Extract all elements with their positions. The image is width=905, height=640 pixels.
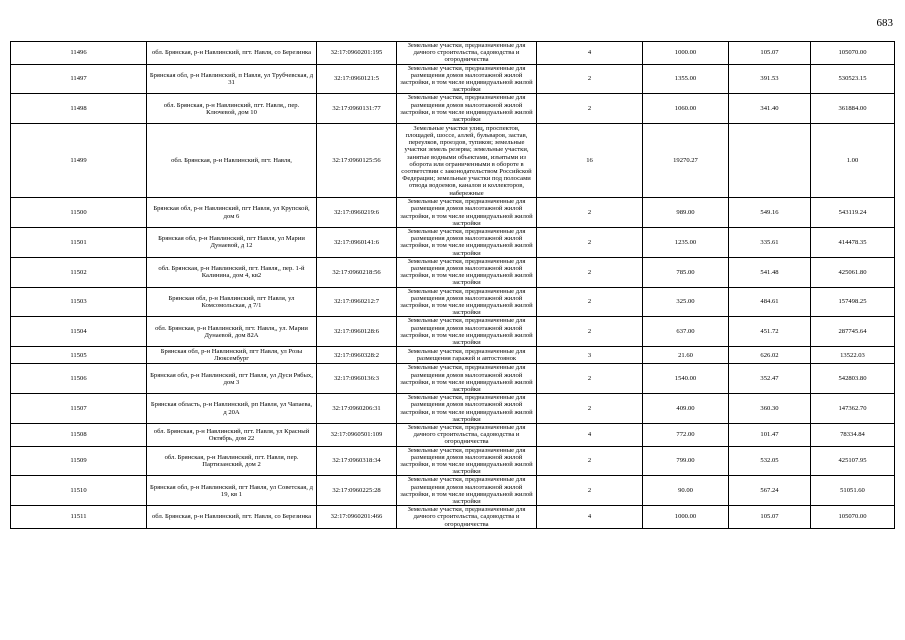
cadastral-value-cell: 530523.15 <box>811 64 895 94</box>
area-cell: 1235.00 <box>643 228 729 258</box>
area-cell: 1540.00 <box>643 364 729 394</box>
area-cell: 21.60 <box>643 347 729 364</box>
land-use-cell: Земельные участки, предназначенные для размещения домов малоэтажной жилой застройки, в том числе индивидуальной жилой застройки <box>397 198 537 228</box>
table-row <box>11 94 895 124</box>
group-cell: 16 <box>537 124 643 198</box>
cadastral-number-cell: 32:17:0960121:5 <box>317 64 397 94</box>
specific-value-cell: 484.61 <box>729 287 811 317</box>
table-body <box>11 42 895 529</box>
row-number-cell: 11508 <box>11 423 147 446</box>
row-number-cell: 11500 <box>11 198 147 228</box>
land-use-cell: Земельные участки улиц, проспектов, площадей, шоссе, аллей, бульваров, застав, переулков, проездов, тупиков; земельные участки земель резерва; земельные участки, занятые водными объектами, изъятыми из оборота или ограниченными в обороте в соответствии с законодательством Российской Федерации; земельные участки под полосами отвода водоемов, каналов и коллекторов, набережные <box>397 124 537 198</box>
area-cell: 785.00 <box>643 257 729 287</box>
specific-value-cell: 541.48 <box>729 257 811 287</box>
group-cell: 2 <box>537 446 643 476</box>
area-cell: 19270.27 <box>643 124 729 198</box>
cadastral-number-cell: 32:17:0960201:466 <box>317 506 397 529</box>
specific-value-cell <box>729 124 811 198</box>
address-cell: Брянская обл, р-н Навлинский, пгт Навля, ул Розы Люксембург <box>147 347 317 364</box>
address-cell: обл. Брянская, р-н Навлинский, пгт. Навля,, пер. 1-й Калинина, дом 4, кв2 <box>147 257 317 287</box>
row-number-cell: 11505 <box>11 347 147 364</box>
land-use-cell: Земельные участки, предназначенные для дачного строительства, садоводства и огородничества <box>397 506 537 529</box>
specific-value-cell: 335.61 <box>729 228 811 258</box>
group-cell: 2 <box>537 94 643 124</box>
group-cell: 2 <box>537 364 643 394</box>
cadastral-value-cell: 361884.00 <box>811 94 895 124</box>
group-cell: 2 <box>537 257 643 287</box>
row-number-cell: 11501 <box>11 228 147 258</box>
area-cell: 1355.00 <box>643 64 729 94</box>
address-cell: Брянская обл, р-н Навлинский, пгт Навля, ул Комсомольская, д 7/1 <box>147 287 317 317</box>
cadastral-value-cell: 414478.35 <box>811 228 895 258</box>
cadastral-number-cell: 32:17:0960136:3 <box>317 364 397 394</box>
cadastral-number-cell: 32:17:0960201:195 <box>317 42 397 65</box>
specific-value-cell: 105.07 <box>729 42 811 65</box>
address-cell: обл. Брянская, р-н Навлинский, пгт. Навля,, пер. Ключевой, дом 10 <box>147 94 317 124</box>
table-row <box>11 364 895 394</box>
address-cell: Брянская обл, р-н Навлинский, пгт Навля, ул Марии Дунаевой, д 12 <box>147 228 317 258</box>
cadastral-value-table <box>10 41 895 529</box>
specific-value-cell: 532.05 <box>729 446 811 476</box>
row-number-cell: 11511 <box>11 506 147 529</box>
row-number-cell: 11497 <box>11 64 147 94</box>
cadastral-number-cell: 32:17:0960131:77 <box>317 94 397 124</box>
area-cell: 772.00 <box>643 423 729 446</box>
address-cell: обл. Брянская, р-н Навлинский, пгт. Навля, со Березинка <box>147 506 317 529</box>
cadastral-number-cell: 32:17:0960328:2 <box>317 347 397 364</box>
row-number-cell: 11502 <box>11 257 147 287</box>
group-cell: 4 <box>537 506 643 529</box>
cadastral-value-cell: 425061.80 <box>811 257 895 287</box>
cadastral-number-cell: 32:17:0960218:56 <box>317 257 397 287</box>
cadastral-value-cell: 543119.24 <box>811 198 895 228</box>
land-use-cell: Земельные участки, предназначенные для размещения домов малоэтажной жилой застройки, в том числе индивидуальной жилой застройки <box>397 476 537 506</box>
group-cell: 2 <box>537 394 643 424</box>
cadastral-value-cell: 51051.60 <box>811 476 895 506</box>
group-cell: 2 <box>537 228 643 258</box>
cadastral-number-cell: 32:17:0960125:56 <box>317 124 397 198</box>
area-cell: 1000.00 <box>643 42 729 65</box>
table-row <box>11 198 895 228</box>
row-number-cell: 11498 <box>11 94 147 124</box>
page-number: 683 <box>876 17 893 29</box>
address-cell: обл. Брянская, р-н Навлинский, пгт. Навля,, ул. Марии Дунаевой, дом 82А <box>147 317 317 347</box>
land-use-cell: Земельные участки, предназначенные для размещения домов малоэтажной жилой застройки, в том числе индивидуальной жилой застройки <box>397 394 537 424</box>
area-cell: 409.00 <box>643 394 729 424</box>
land-use-cell: Земельные участки, предназначенные для размещения домов малоэтажной жилой застройки, в том числе индивидуальной жилой застройки <box>397 257 537 287</box>
specific-value-cell: 451.72 <box>729 317 811 347</box>
cadastral-number-cell: 32:17:0960212:7 <box>317 287 397 317</box>
group-cell: 4 <box>537 423 643 446</box>
table-row <box>11 394 895 424</box>
address-cell: Брянская обл, р-н Навлинский, пгт Навля, ул Крупской, дом 6 <box>147 198 317 228</box>
land-use-cell: Земельные участки, предназначенные для размещения домов малоэтажной жилой застройки, в том числе индивидуальной жилой застройки <box>397 364 537 394</box>
group-cell: 2 <box>537 198 643 228</box>
address-cell: Брянская обл, р-н Навлинский, п Навля, ул Трубчевская, д 31 <box>147 64 317 94</box>
table-row <box>11 423 895 446</box>
specific-value-cell: 391.53 <box>729 64 811 94</box>
land-use-cell: Земельные участки, предназначенные для размещения домов малоэтажной жилой застройки, в том числе индивидуальной жилой застройки <box>397 317 537 347</box>
specific-value-cell: 352.47 <box>729 364 811 394</box>
cadastral-value-cell: 287745.64 <box>811 317 895 347</box>
cadastral-value-cell: 1.00 <box>811 124 895 198</box>
specific-value-cell: 341.40 <box>729 94 811 124</box>
cadastral-value-cell: 425107.95 <box>811 446 895 476</box>
land-use-cell: Земельные участки, предназначенные для размещения домов малоэтажной жилой застройки, в том числе индивидуальной жилой застройки <box>397 94 537 124</box>
cadastral-value-cell: 105070.00 <box>811 506 895 529</box>
land-use-cell: Земельные участки, предназначенные для размещения домов малоэтажной жилой застройки, в том числе индивидуальной жилой застройки <box>397 287 537 317</box>
row-number-cell: 11504 <box>11 317 147 347</box>
address-cell: обл. Брянская, р-н Навлинский, пгт. Навля, <box>147 124 317 198</box>
specific-value-cell: 360.30 <box>729 394 811 424</box>
area-cell: 799.00 <box>643 446 729 476</box>
table-row <box>11 347 895 364</box>
row-number-cell: 11499 <box>11 124 147 198</box>
address-cell: обл. Брянская, р-н Навлинский, пгт. Навля, со Березинка <box>147 42 317 65</box>
cadastral-number-cell: 32:17:0960501:109 <box>317 423 397 446</box>
table-row <box>11 446 895 476</box>
row-number-cell: 11510 <box>11 476 147 506</box>
address-cell: Брянская обл, р-н Навлинский, пгт Навля, ул Советская, д 19, кв 1 <box>147 476 317 506</box>
land-use-cell: Земельные участки, предназначенные для размещения домов малоэтажной жилой застройки, в том числе индивидуальной жилой застройки <box>397 446 537 476</box>
land-use-cell: Земельные участки, предназначенные для размещения домов малоэтажной жилой застройки, в том числе индивидуальной жилой застройки <box>397 64 537 94</box>
group-cell: 3 <box>537 347 643 364</box>
group-cell: 2 <box>537 287 643 317</box>
table-row <box>11 257 895 287</box>
area-cell: 1060.00 <box>643 94 729 124</box>
area-cell: 90.00 <box>643 476 729 506</box>
cadastral-number-cell: 32:17:0960219:6 <box>317 198 397 228</box>
cadastral-value-cell: 147362.70 <box>811 394 895 424</box>
table-row <box>11 476 895 506</box>
specific-value-cell: 105.07 <box>729 506 811 529</box>
table-row <box>11 287 895 317</box>
address-cell: Брянская обл, р-н Навлинский, пгт Навля, ул Дуси Рябых, дом 3 <box>147 364 317 394</box>
row-number-cell: 11507 <box>11 394 147 424</box>
address-cell: обл. Брянская, р-н Навлинский, пгт. Навля, пер. Партизанский, дом 2 <box>147 446 317 476</box>
table-row <box>11 42 895 65</box>
group-cell: 2 <box>537 64 643 94</box>
cadastral-number-cell: 32:17:0960225:28 <box>317 476 397 506</box>
specific-value-cell: 626.02 <box>729 347 811 364</box>
land-use-cell: Земельные участки, предназначенные для размещения гаражей и автостоянок <box>397 347 537 364</box>
cadastral-value-cell: 105070.00 <box>811 42 895 65</box>
specific-value-cell: 567.24 <box>729 476 811 506</box>
group-cell: 2 <box>537 476 643 506</box>
specific-value-cell: 549.16 <box>729 198 811 228</box>
area-cell: 325.00 <box>643 287 729 317</box>
address-cell: обл. Брянская, р-н Навлинский, пгт. Навля, ул Красный Октябрь, дом 22 <box>147 423 317 446</box>
row-number-cell: 11496 <box>11 42 147 65</box>
address-cell: Брянская область, р-н Навлинский, рп Навля, ул Чапаева, д 20А <box>147 394 317 424</box>
row-number-cell: 11509 <box>11 446 147 476</box>
land-use-cell: Земельные участки, предназначенные для дачного строительства, садоводства и огородничества <box>397 423 537 446</box>
row-number-cell: 11506 <box>11 364 147 394</box>
cadastral-number-cell: 32:17:0960141:6 <box>317 228 397 258</box>
row-number-cell: 11503 <box>11 287 147 317</box>
table-row <box>11 506 895 529</box>
area-cell: 1000.00 <box>643 506 729 529</box>
table-row <box>11 124 895 198</box>
area-cell: 989.00 <box>643 198 729 228</box>
land-use-cell: Земельные участки, предназначенные для размещения домов малоэтажной жилой застройки, в том числе индивидуальной жилой застройки <box>397 228 537 258</box>
area-cell: 637.00 <box>643 317 729 347</box>
table-row <box>11 228 895 258</box>
table-row <box>11 64 895 94</box>
group-cell: 2 <box>537 317 643 347</box>
table-row <box>11 317 895 347</box>
cadastral-value-cell: 78334.84 <box>811 423 895 446</box>
specific-value-cell: 101.47 <box>729 423 811 446</box>
land-use-cell: Земельные участки, предназначенные для дачного строительства, садоводства и огородничества <box>397 42 537 65</box>
group-cell: 4 <box>537 42 643 65</box>
cadastral-number-cell: 32:17:0960128:6 <box>317 317 397 347</box>
cadastral-number-cell: 32:17:0960318:34 <box>317 446 397 476</box>
cadastral-value-cell: 542803.80 <box>811 364 895 394</box>
cadastral-value-cell: 157498.25 <box>811 287 895 317</box>
cadastral-value-cell: 13522.03 <box>811 347 895 364</box>
cadastral-number-cell: 32:17:0960206:31 <box>317 394 397 424</box>
